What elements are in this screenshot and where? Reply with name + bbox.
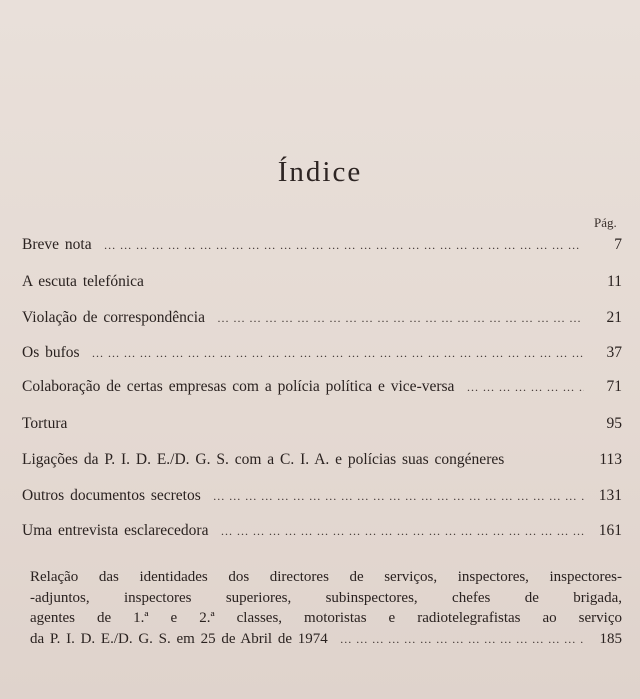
toc-entry-line: -adjuntos, inspectores superiores, subinspectores, chefes de brigada, (30, 589, 622, 606)
toc-entry-line: agentes de 1.ª e 2.ª classes, motoristas e radiotelegrafistas ao serviço (30, 610, 622, 626)
toc-entry-page: 95 (606, 415, 622, 432)
toc-entry-label: Outros documentos secretos (22, 487, 201, 504)
toc-entry-os-bufos (22, 342, 622, 364)
toc-entry-page: 37 (606, 344, 622, 361)
toc-entry-label: Violação de correspondência (22, 309, 205, 326)
dot-leader (104, 235, 584, 256)
toc-entry-page: 113 (599, 451, 622, 468)
toc-entry-label: Breve nota (22, 236, 92, 253)
toc-entry-outros-documentos (22, 485, 622, 507)
page-column-label: Pág. (594, 215, 617, 230)
dot-leader (213, 486, 584, 507)
toc-entry-page: 21 (606, 309, 622, 326)
toc-entry-label: A escuta telefónica (22, 273, 144, 290)
toc-entry-entrevista (22, 520, 622, 542)
dot-leader (220, 521, 584, 542)
toc-entry-violacao-correspondencia (22, 307, 622, 329)
toc-entry-colaboracao-empresas (22, 376, 622, 398)
toc-entry-line: Relação das identidades dos directores de serviços, inspectores, inspectores- (30, 569, 622, 585)
page-title: Índice (277, 156, 363, 188)
toc-entry-page: 71 (606, 378, 622, 395)
toc-entry-breve-nota (22, 234, 622, 256)
toc-entry-label: da P. I. D. E./D. G. S. em 25 de Abril de 1974 (30, 630, 328, 647)
toc-entry-ligacoes-pide-cia (22, 449, 622, 471)
dot-leader (340, 629, 584, 650)
toc-entry-page: 185 (599, 630, 622, 647)
toc-entry-page: 131 (598, 487, 622, 504)
toc-entry-label: Tortura (22, 415, 68, 432)
toc-entry-page: 161 (598, 522, 622, 539)
toc-entry-tortura (22, 413, 622, 435)
dot-leader (92, 343, 584, 364)
toc-entry-page: 7 (614, 236, 622, 253)
toc-entry-relacao-identidades (22, 567, 622, 649)
toc-entry-label: Ligações da P. I. D. E./D. G. S. com a C. I. A. e polícias suas congéneres (22, 451, 505, 468)
dot-leader (217, 308, 584, 329)
toc-entry-page: 11 (607, 273, 622, 290)
dot-leader (466, 377, 584, 398)
toc-entry-label: Os bufos (22, 344, 80, 361)
toc-entry-label: Uma entrevista esclarecedora (22, 522, 209, 539)
toc-entry-label: Colaboração de certas empresas com a polícia política e vice-versa (22, 378, 455, 395)
toc-entry-escuta-telefonica (22, 271, 622, 293)
